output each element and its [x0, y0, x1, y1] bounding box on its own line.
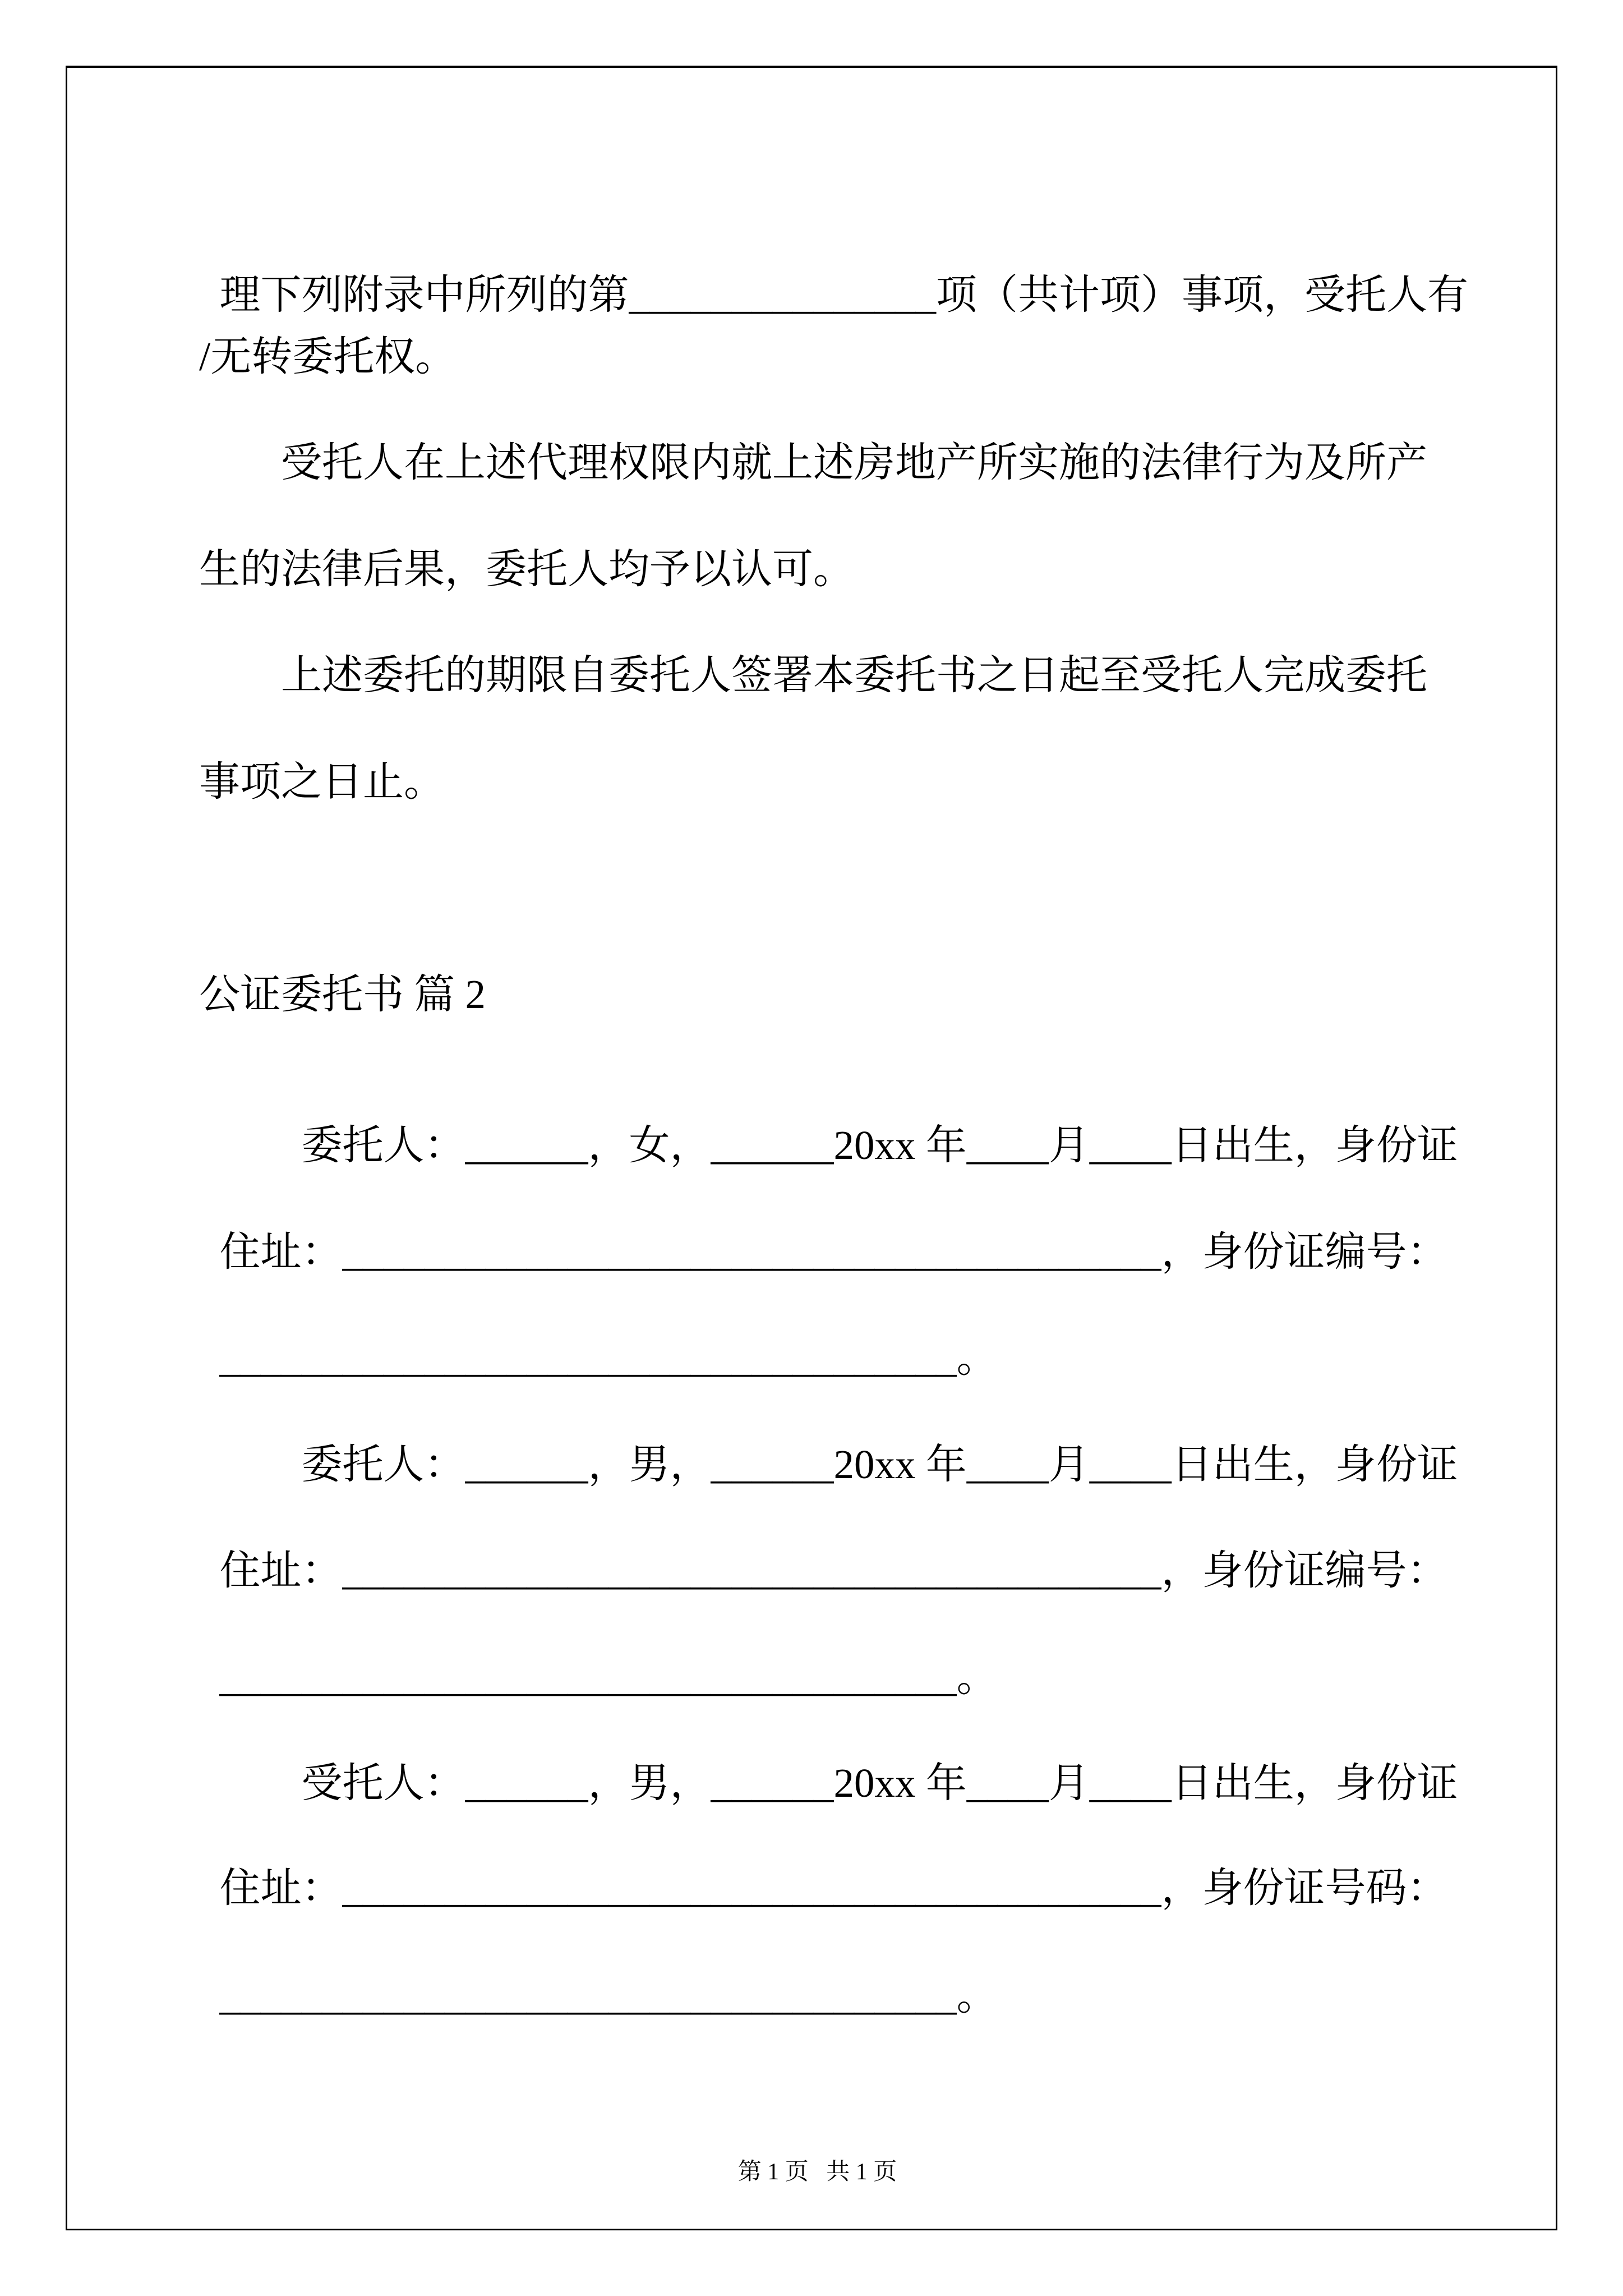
page-footer [0, 2130, 1623, 2185]
name-blank[interactable]: ______ [465, 1442, 588, 1487]
section-title: 公证委托书 篇 2 [199, 972, 486, 1017]
item-number-blank[interactable]: _______________ [629, 272, 936, 318]
paragraph-line: 上述委托的期限自委托人签署本委托书之日起至受托人完成委托 [281, 652, 1427, 698]
period: 。 [956, 1973, 998, 2018]
month-blank[interactable]: ____ [966, 1122, 1049, 1168]
label: 住址： [219, 1229, 343, 1274]
text: ，身份证编号： [1161, 1229, 1448, 1274]
label: 委托人： [301, 1442, 465, 1487]
page-total: 共 1 页 [826, 2159, 897, 2185]
name-blank[interactable]: ______ [465, 1122, 588, 1168]
separator: ， [588, 1760, 629, 1806]
page-number: 第 1 页 [737, 2159, 809, 2185]
month-blank[interactable]: ____ [966, 1760, 1049, 1806]
principal-1-id-line [199, 1291, 998, 1381]
agent-id-line [199, 1929, 998, 2018]
id-number-blank[interactable]: ____________________________________ [219, 1654, 957, 1700]
paragraph-line: 生的法律后果，委托人均予以认可。 [199, 546, 854, 592]
principal-1-info-line [281, 1078, 1458, 1168]
paragraph-line: /无转委托权。 [199, 334, 457, 379]
gender: 女 [629, 1122, 670, 1168]
principal-1-address-line [199, 1185, 1448, 1274]
paragraph-line: 事项之日止。 [199, 759, 445, 804]
separator: ， [670, 1122, 711, 1168]
text: ，身份证编号： [1161, 1548, 1448, 1593]
period: 。 [956, 1335, 998, 1381]
gender: 男 [629, 1442, 670, 1487]
name-blank[interactable]: ______ [465, 1760, 588, 1806]
text: 理下列附录中所列的第 [219, 272, 629, 318]
year-blank[interactable]: ______ [711, 1442, 834, 1487]
year: 20xx [833, 1122, 916, 1168]
id-number-blank[interactable]: ____________________________________ [219, 1335, 957, 1381]
month-blank[interactable]: ____ [966, 1442, 1049, 1487]
period: 。 [956, 1654, 998, 1700]
year-blank[interactable]: ______ [711, 1122, 834, 1168]
label: 受托人： [301, 1760, 465, 1806]
month-unit: 月 [1048, 1442, 1090, 1487]
day-blank[interactable]: ____ [1089, 1122, 1172, 1168]
address-blank[interactable]: ________________________________________ [342, 1865, 1161, 1911]
address-blank[interactable]: ________________________________________ [342, 1548, 1161, 1593]
text: 日出生，身份证 [1171, 1442, 1458, 1487]
month-unit: 月 [1048, 1122, 1090, 1168]
year: 20xx [833, 1760, 916, 1806]
principal-2-address-line [199, 1503, 1448, 1593]
month-unit: 月 [1048, 1760, 1090, 1806]
label: 委托人： [301, 1122, 465, 1168]
address-blank[interactable]: ________________________________________ [342, 1229, 1161, 1274]
principal-2-info-line [281, 1397, 1458, 1487]
text: 项（共计项）事项，受托人有 [936, 272, 1468, 318]
year-blank[interactable]: ______ [711, 1760, 834, 1806]
text: ，身份证号码： [1161, 1865, 1448, 1911]
year: 20xx [833, 1442, 916, 1487]
day-blank[interactable]: ____ [1089, 1760, 1172, 1806]
agent-address-line [199, 1821, 1448, 1911]
separator: ， [588, 1442, 629, 1487]
year-unit: 年 [915, 1442, 967, 1487]
separator: ， [670, 1760, 711, 1806]
label: 住址： [219, 1548, 343, 1593]
footer-spacer [809, 2159, 827, 2185]
id-number-blank[interactable]: ____________________________________ [219, 1973, 957, 2018]
paragraph-line: 受托人在上述代理权限内就上述房地产所实施的法律行为及所产 [281, 440, 1427, 485]
year-unit: 年 [915, 1122, 967, 1168]
principal-2-id-line [199, 1610, 998, 1700]
paragraph-line [199, 228, 1468, 318]
label: 住址： [219, 1865, 343, 1911]
separator: ， [670, 1442, 711, 1487]
day-blank[interactable]: ____ [1089, 1442, 1172, 1487]
separator: ， [588, 1122, 629, 1168]
year-unit: 年 [915, 1760, 967, 1806]
gender: 男 [629, 1760, 670, 1806]
text: 日出生，身份证 [1171, 1122, 1458, 1168]
agent-info-line [281, 1716, 1458, 1806]
text: 日出生，身份证 [1171, 1760, 1458, 1806]
